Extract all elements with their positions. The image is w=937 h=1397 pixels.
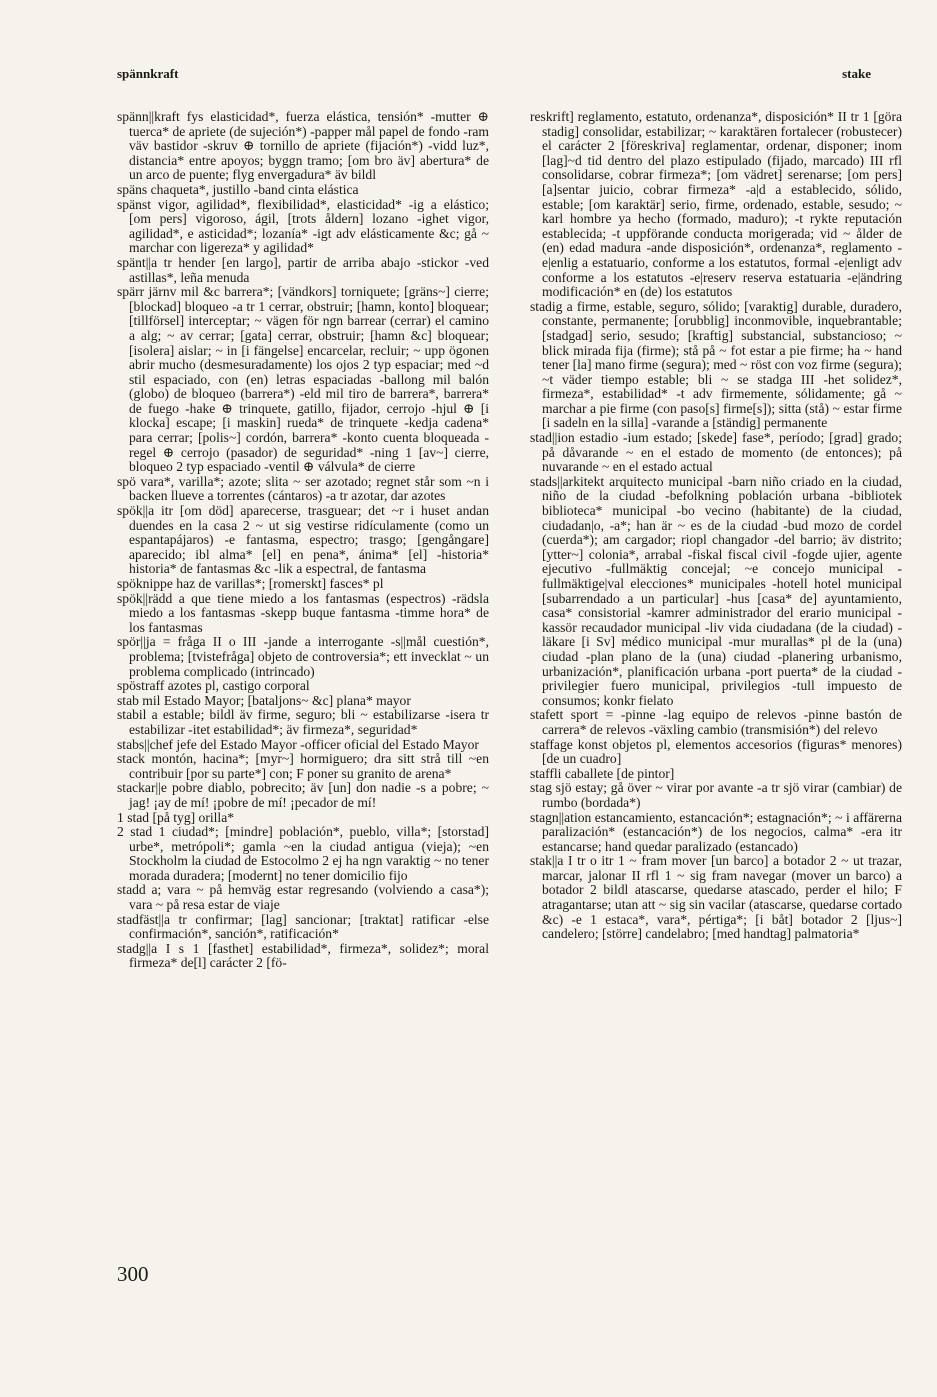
dictionary-entry: stads||arkitekt arquitecto municipal -barn niño criado en la ciudad, niño de la ciudad -befolkning población urbana -bibliotek biblioteca* municipal -bo vecino (habitante) de la ciudad, ciudadan|o, -a*; han är ~ es de la ciudad -bud mozo de cordel (cuerda*); am cargador; riopl changador -del barrio; äv distrito; [ytter~] colonia*, arrabal -fiskal fiscal civil -fogde ujier, agente ejecutivo -fullmäktig concejal; ~e concejo municipal -fullmäktige|val elecciones* municipales -hotell hotel municipal [subarrendado a un particular] -hus [casa* de] ayuntamiento, casa* consistorial -kamrer administrador del erario municipal -kassör recaudador municipal -liv vida ciudadana (de la ciudad) -läkare [i Sv] médico municipal -mur murallas* pl de la (una) ciudad -plan plano de la (una) ciudad -planering urbanismo, urbanización*, planificación urbana -port puerta* de la ciudad -privilegier fuero municipal, privilegios -tull impuesto de consumos; konkr fielato	[530, 473, 902, 708]
dictionary-entry: spöknippe haz de varillas*; [romerskt] fasces* pl	[117, 576, 384, 591]
dictionary-entry: 2 stad 1 ciudad*; [mindre] población*, pueblo, villa*; [storstad] urbe*, metrópoli*; gamla ~en la ciudad antigua (vieja); ~en Stockholm la ciudad de Estocolmo 2 ej ha ngn varaktig ~ no tener morada duradera; [modernt] no tener domicilio fijo	[117, 824, 489, 883]
right-column	[530, 110, 902, 1270]
dictionary-entry: stackar||e pobre diablo, pobrecito; äv [un] don nadie -s a pobre; ~ jag! ¡ay de mí! ¡pobre de mí! ¡pecador de mí!	[117, 780, 489, 810]
left-column	[117, 110, 489, 1270]
dictionary-entry: staffage konst objetos pl, elementos accesorios (figuras* menores) [de un cuadro]	[530, 736, 902, 767]
dictionary-entry: spärr järnv mil &c barrera*; [vändkors] torniquete; [gräns~] cierre; [blockad] bloqueo -a tr 1 cerrar, obstruir; [hamn, konto] bloquear; [tillförsel] interceptar; ~ vägen för ngn barrear (cerrar) el camino a alg; ~ av cerrar; [gata] cerrar, obstruir; [hamn &c] bloquear; [isolera] aislar; ~ in [i fängelse] encarcelar, recluir; ~ upp ögonen abrir mucho (desmesuradamente) los ojos 2 typ espaciar; med ~d stil espaciado, con (en) letras espaciadas -ballong mil balón (globo) de bloqueo (barrera*) -eld mil tiro de barrera*, barrera* de fuego -hake ⊕ trinquete, gatillo, fijador, cerrojo -hjul ⊕ [i klocka] escape; [i maskin] rueda* de trinquete -kedja cadena* para cerrar; [polis~] cordón, barrera* -konto cuenta bloqueada -regel ⊕ cerrojo (pasador) de seguridad* -ning 1 [av~] cierre, bloqueo 2 typ espaciado -ventil ⊕ válvula* de cierre	[117, 284, 489, 475]
running-head-left: spännkraft	[117, 66, 179, 81]
dictionary-entry: spö vara*, varilla*; azote; slita ~ ser azotado; regnet står som ~n i backen llueve a torrentes (cántaros) -a tr azotar, dar azotes	[117, 473, 489, 504]
dictionary-entry: stadig a firme, estable, seguro, sólido; [varaktig] durable, duradero, constante, permanente; [orubblig] inconmovible, inquebrantable; [stadgad] serio, sesudo; [kraftig] substancial, substancioso; ~ blick mirada fija (firme); stå på ~ fot estar a pie firme; ha ~ hand tener [la] mano firme (segura); med ~ röst con voz firme (segura); ~t väder tiempo estable; bli ~ se stadga III -het solidez*, firmeza*, estabilidad* -t adv firmemente, sólidamente; gå ~ marchar a pie firme (con paso[s] firme[s]); sitta (stå) ~ estar firme [i sadeln en la silla] -varande a [ständig] permanente	[530, 298, 902, 431]
dictionary-entry: spöstraff azotes pl, castigo corporal	[117, 678, 310, 694]
dictionary-entry: stadg||a I s 1 [fasthet] estabilidad*, firmeza*, solidez*; moral firmeza* de[l] carácter 2 [fö-	[117, 940, 489, 971]
dictionary-entry: stad||ion estadio -ium estado; [skede] fase*, período; [grad] grado; på dåvarande ~ en el estado de momento (de entonces); på nuvarande ~ en el estado actual	[530, 430, 902, 475]
dictionary-entry: stagn||ation estancamiento, estancación*; estagnación*; ~ i affärerna paralización* (estancación*) de los negocios, calma* -era itr estancarse; hand quedar paralizado (estancado)	[530, 809, 902, 854]
page-number: 300	[117, 1262, 149, 1286]
dictionary-entry: stabil a estable; bildl äv firme, seguro; bli ~ estabilizarse -isera tr estabilizar -itet estabilidad*; äv firmeza*, seguridad*	[117, 707, 489, 737]
dictionary-entry: spök||rädd a que tiene miedo a los fantasmas (espectros) -rädsla miedo a los fantasmas -skepp buque fantasma -timme hora* de los fantasmas	[117, 590, 489, 635]
running-head-right: stake	[842, 66, 871, 81]
dictionary-entry: spänt||a tr hender [en largo], partir de arriba abajo -stickor -ved astillas*, leña menuda	[117, 254, 489, 285]
dictionary-entry: stadd a; vara ~ på hemväg estar regresando (volviendo a casa*); vara ~ på resa estar de viaje	[117, 882, 489, 913]
dictionary-entry: späns chaqueta*, justillo -band cinta elástica	[117, 181, 359, 197]
dictionary-entry: stak||a I tr o itr 1 ~ fram mover [un barco] a botador 2 ~ ut trazar, marcar, jalonar II rfl 1 ~ sig fram navegar (mover un barco) a botador 2 bildl atascarse, quedarse atascado, perder el hilo; F atragantarse; utan att ~ sig sin vacilar (atascarse, quedarse cortado &c) -e 1 estaca*, vara*, pértiga*; [i båt] botador 2 [ljus~] candelero; [större] candelabro; [med handtag] palmatoria*	[530, 853, 902, 942]
dictionary-entry: spänn||kraft fys elasticidad*, fuerza elástica, tensión* -mutter ⊕ tuerca* de apriete (de sujeción*) -papper mål papel de fondo -ram väv bastidor -skruv ⊕ tornillo de apriete (fijación*) -vidd luz*, distancia* entre apoyos; byggn tramo; [om bro äv] abertura* de un arco de puente; flyg envergadura* äv bildl	[117, 110, 489, 183]
dictionary-entry: stag sjö estay; gå över ~ virar por avante -a tr sjö virar (cambiar) de rumbo (bordada*)	[530, 780, 902, 810]
dictionary-entry: stabs||chef jefe del Estado Mayor -officer oficial del Estado Mayor	[117, 736, 479, 752]
dictionary-entry: staffli caballete [de pintor]	[530, 765, 675, 781]
dictionary-entry: spänst vigor, agilidad*, flexibilidad*, elasticidad* -ig a elástico; [om pers] vigoroso, ágil, [trots åldern] lozano -ighet vigor, agilidad*, e asticidad*; lozanía* -igt adv elásticamente &c; gå ~ marchar con ligereza* y agilidad*	[117, 196, 489, 256]
dictionary-entry: stadfäst||a tr confirmar; [lag] sancionar; [traktat] ratificar -else confirmación*, sanción*, ratificación*	[117, 911, 489, 942]
dictionary-entry: stab mil Estado Mayor; [bataljons~ &c] plana* mayor	[117, 692, 411, 708]
dictionary-entry: stafett sport = -pinne -lag equipo de relevos -pinne bastón de carrera* de relevos -växling cambio (transmisión*) del relevo	[530, 707, 902, 737]
dictionary-entry: stack montón, hacina*; [myr~] hormiguero; dra sitt strå till ~en contribuir [por su parte*] con; F poner su granito de arena*	[117, 751, 489, 781]
dictionary-entry: reskrift] reglamento, estatuto, ordenanza*, disposición* II tr 1 [göra stadig] consolidar, estabilizar; ~ karaktären fortalecer (robustecer) el carácter 2 [föreskriva] reglamentar, ordenar, disponer; inom [lag]~d tid dentro del plazo estipulado (fijado, marcado) III rfl consolidarse, cobrar firmeza*; [om vädret] serenarse; [om pers] [a]sentar juicio, cobrar firmeza* -a|d a establecido, sólido, estable; [om karaktär] serio, firme, ordenado, estable, sesudo; ~ karl hombre ya hecho (formado, maduro); -t rykte reputación establecida; -t uppförande conducta morigerada; vid ~ ålder de (en) edad madura -ande disposición*, ordenanza*, reglamento -e|enlig a estatuario, conforme a los estatutos, formal -e|enligt adv conforme a los estatutos -e|reserv reserva estatuaria -e|ändring modificación* en (de) los estatutos	[530, 110, 902, 300]
dictionary-entry: spör||ja = fråga II o III -jande a interrogante -s||mål cuestión*, problema; [tvistefråga] objeto de controversia*; ett invecklat ~ un problema complicado (intrincado)	[117, 634, 489, 679]
dictionary-entry: 1 stad [på tyg] orilla*	[117, 809, 235, 825]
dictionary-entry: spök||a itr [om död] aparecerse, trasguear; det ~r i huset andan duendes en la casa 2 ~ ut sig vestirse ridículamente (como un espantapájaros) -e fantasma, espectro; trasgo; [gengångare] aparecido; ibl alma* [el] en pena*, ánima* [el] -historia* historia* de fantasmas &c -lik a espectral, de fantasma	[117, 503, 489, 577]
